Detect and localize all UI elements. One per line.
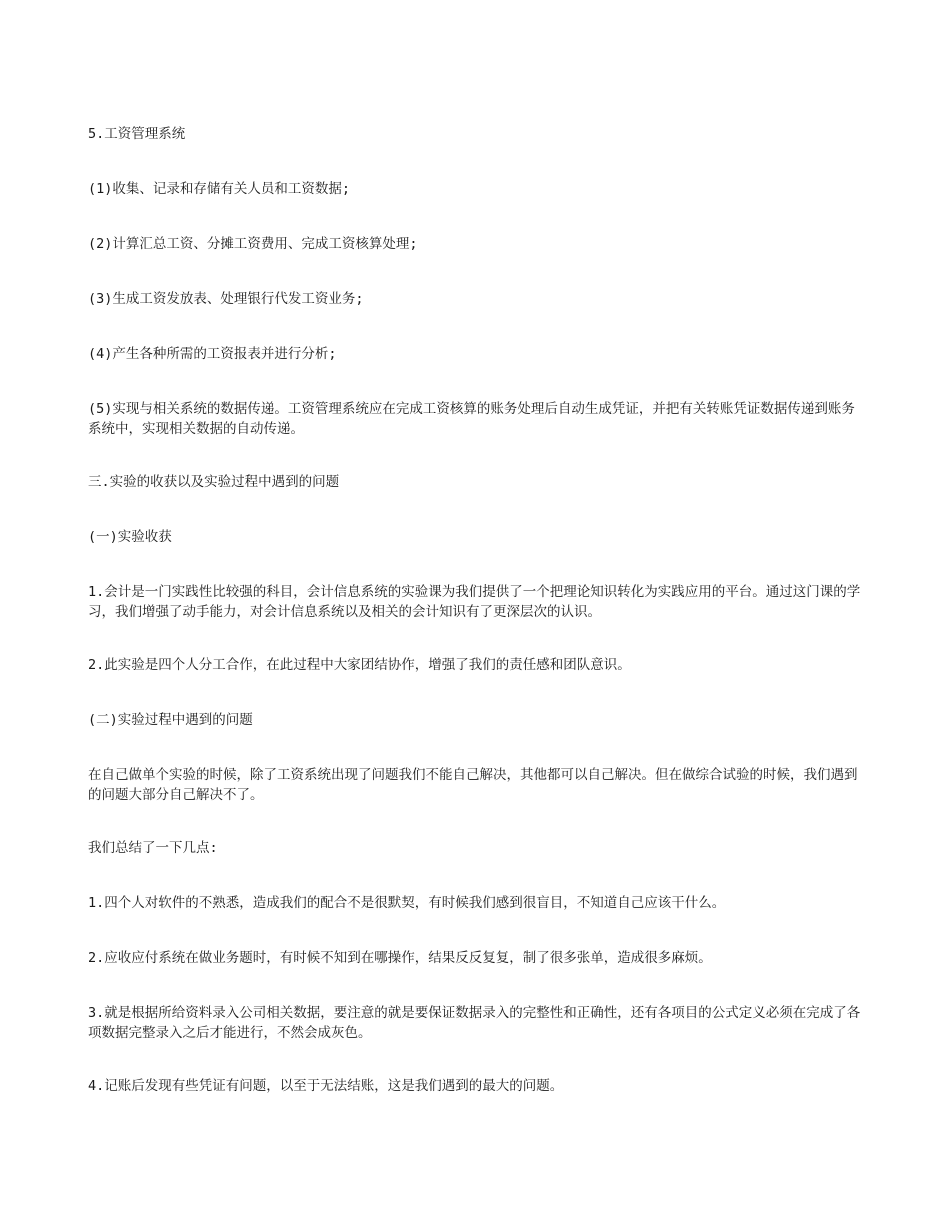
list-item: 3.就是根据所给资料录入公司相关数据，要注意的就是要保证数据录入的完整性和正确性，还有各项目的公式定义必须在完成了各项数据完整录入之后才能进行，不然会成灰色。 [88,1005,861,1041]
section-heading-experiment-results: 三.实验的收获以及实验过程中遇到的问题 [88,474,340,490]
list-item: 1.四个人对软件的不熟悉，造成我们的配合不是很默契，有时候我们感到很盲目，不知道自己应该干什么。 [88,895,726,911]
list-item: 1.会计是一门实践性比较强的科目，会计信息系统的实验课为我们提供了一个把理论知识转化为实践应用的平台。通过这门课的学习，我们增强了动手能力，对会计信息系统以及相关的会计知识有了更深层次的认识。 [88,584,861,620]
body-paragraph: 我们总结了一下几点: [88,840,218,856]
list-item: (4)产生各种所需的工资报表并进行分析; [88,346,337,362]
list-item: (1)收集、记录和存储有关人员和工资数据; [88,181,351,197]
section-heading-payroll-system: 5.工资管理系统 [88,126,186,142]
list-item: 2.应收应付系统在做业务题时，有时候不知到在哪操作，结果反反复复，制了很多张单，造成很多麻烦。 [88,950,712,966]
list-item: 4.记账后发现有些凭证有问题，以至于无法结账，这是我们遇到的最大的问题。 [88,1078,564,1094]
subsection-heading-gains: (一)实验收获 [88,529,172,545]
subsection-heading-problems: (二)实验过程中遇到的问题 [88,712,253,728]
list-item: (2)计算汇总工资、分摊工资费用、完成工资核算处理; [88,236,418,252]
document-body [88,124,868,1131]
list-item: (3)生成工资发放表、处理银行代发工资业务; [88,291,364,307]
list-item: (5)实现与相关系统的数据传递。工资管理系统应在完成工资核算的账务处理后自动生成凭证，并把有关转账凭证数据传递到账务系统中，实现相关数据的自动传递。 [88,401,855,437]
list-item: 2.此实验是四个人分工合作，在此过程中大家团结协作，增强了我们的责任感和团队意识。 [88,657,631,673]
body-paragraph: 在自己做单个实验的时候，除了工资系统出现了问题我们不能自己解决，其他都可以自己解决。但在做综合试验的时候，我们遇到的问题大部分自己解决不了。 [88,767,858,803]
